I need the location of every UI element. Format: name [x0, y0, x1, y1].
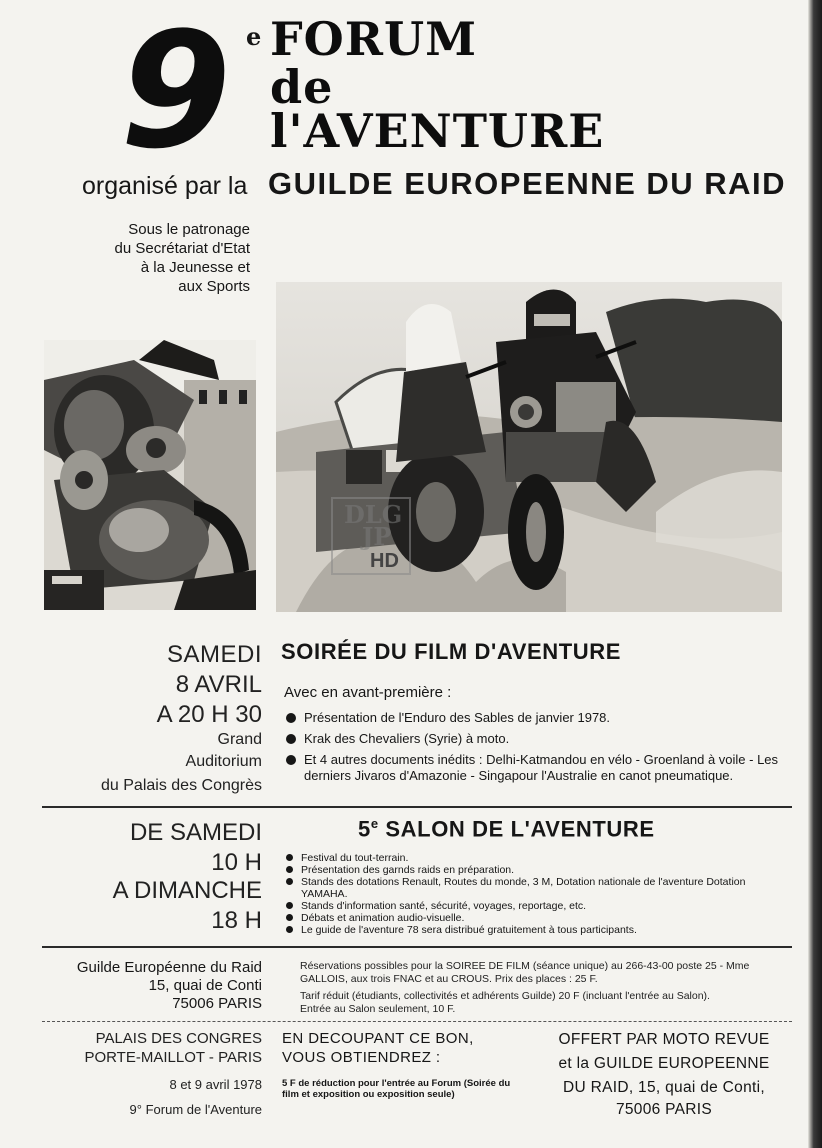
- coupon-cut-text: EN DECOUPANT CE BON,: [282, 1030, 474, 1047]
- section-divider: [42, 806, 792, 808]
- coupon-venue: PALAIS DES CONGRES: [95, 1030, 262, 1047]
- title-forum: FORUM: [270, 12, 477, 66]
- contact-address: 15, quai de Conti: [148, 977, 262, 994]
- bullet-icon: [286, 734, 296, 744]
- salon-list-item: Présentation des garnds raids en préparation.: [286, 865, 786, 877]
- coupon-event: 9° Forum de l'Aventure: [129, 1102, 262, 1117]
- edition-number-suffix: e: [246, 22, 262, 51]
- bullet-icon: [286, 713, 296, 723]
- coupon-discount: 5 F de réduction pour l'entrée au Forum (Soirée du film et exposition ou exposition seule): [282, 1078, 511, 1100]
- coupon-offer: DU RAID, 15, quai de Conti,: [563, 1079, 765, 1096]
- bullet-icon: [286, 866, 293, 873]
- watermark-text: JP: [362, 522, 392, 551]
- watermark-hd: HD: [370, 550, 399, 572]
- title-de: de: [270, 60, 334, 114]
- bullet-icon: [286, 902, 293, 909]
- patronage-line: aux Sports: [178, 278, 250, 295]
- title-aventure: l'AVENTURE: [270, 104, 605, 158]
- salon-list-item: Débats et animation audio-visuelle.: [286, 913, 786, 925]
- bullet-icon: [286, 755, 296, 765]
- salon-list-item: Le guide de l'aventure 78 sera distribué gratuitement à tous participants.: [286, 925, 786, 937]
- patronage-line: du Secrétariat d'Etat: [114, 240, 250, 257]
- soiree-place: du Palais des Congrès: [101, 777, 262, 794]
- engine-closeup-photo: [44, 340, 256, 610]
- soiree-list-item: Présentation de l'Enduro des Sables de janvier 1978.: [286, 710, 782, 726]
- page-edge-shadow: [808, 0, 822, 1148]
- coupon-offer: et la GUILDE EUROPEENNE: [558, 1055, 770, 1072]
- reservations-text: Réservations possibles pour la SOIREE DE FILM (séance unique) au 266-43-00 poste 25 - Mme GALLOIS, aux trois FNAC et au CROUS. Prix des places : 25 F. Tarif réduit (étudiants, collectivités et adhérents Guilde) 20 F (incluant l'entrée au Salon). Entrée au Salon seulement, 10 F.: [300, 960, 750, 1015]
- salon-list-item: Festival du tout-terrain.: [286, 853, 786, 865]
- patronage-text: [70, 220, 250, 296]
- soiree-date: 8 AVRIL: [175, 671, 262, 698]
- coupon-cut-text: VOUS OBTIENDREZ :: [282, 1049, 441, 1066]
- edition-number: 9: [120, 0, 232, 184]
- bullet-icon: [286, 926, 293, 933]
- coupon-venue: PORTE-MAILLOT - PARIS: [84, 1049, 262, 1066]
- organiser-prefix: organisé par la: [82, 172, 248, 200]
- soiree-intro: Avec en avant-première :: [284, 684, 452, 701]
- soiree-day: SAMEDI: [166, 641, 262, 668]
- coupon-cut-line: [42, 1021, 792, 1022]
- salon-title: 5e SALON DE L'AVENTURE: [358, 816, 655, 842]
- coupon-dates: 8 et 9 avril 1978: [169, 1077, 262, 1092]
- soiree-list-item: Et 4 autres documents inédits : Delhi-Katmandou en vélo - Groenland à voile - Les derniers Jivaros d'Amazonie - Singapour l'Australie en canot pneumatique.: [286, 752, 782, 784]
- soiree-place: Grand: [217, 731, 262, 748]
- patronage-line: à la Jeunesse et: [140, 259, 250, 276]
- salon-from: DE SAMEDI: [129, 819, 262, 846]
- watermark-text: DLG: [344, 500, 403, 529]
- coupon-offer: 75006 PARIS: [615, 1101, 713, 1118]
- coupon-offer: OFFERT PAR MOTO REVUE: [558, 1031, 770, 1048]
- soiree-list-item: Krak des Chevaliers (Syrie) à moto.: [286, 731, 782, 747]
- soiree-place: Auditorium: [185, 753, 262, 770]
- salon-to: A DIMANCHE: [112, 877, 262, 904]
- soiree-title: SOIRÉE DU FILM D'AVENTURE: [281, 639, 622, 664]
- salon-to-time: 18 H: [211, 907, 262, 934]
- section-divider: [42, 946, 792, 948]
- salon-from-time: 10 H: [211, 849, 262, 876]
- bullet-icon: [286, 878, 293, 885]
- organiser-name: GUILDE EUROPEENNE DU RAID: [268, 166, 787, 201]
- contact-city: 75006 PARIS: [172, 995, 262, 1012]
- salon-list-item: Stands des dotations Renault, Routes du monde, 3 M, Dotation nationale de l'aventure Dotation YAMAHA.: [286, 877, 786, 900]
- bullet-icon: [286, 914, 293, 921]
- bullet-icon: [286, 854, 293, 861]
- soiree-time: A 20 H 30: [156, 701, 262, 728]
- contact-name: Guilde Européenne du Raid: [76, 959, 262, 976]
- patronage-line: Sous le patronage: [128, 221, 250, 238]
- salon-list-item: Stands d'information santé, sécurité, voyages, reportage, etc.: [286, 901, 786, 913]
